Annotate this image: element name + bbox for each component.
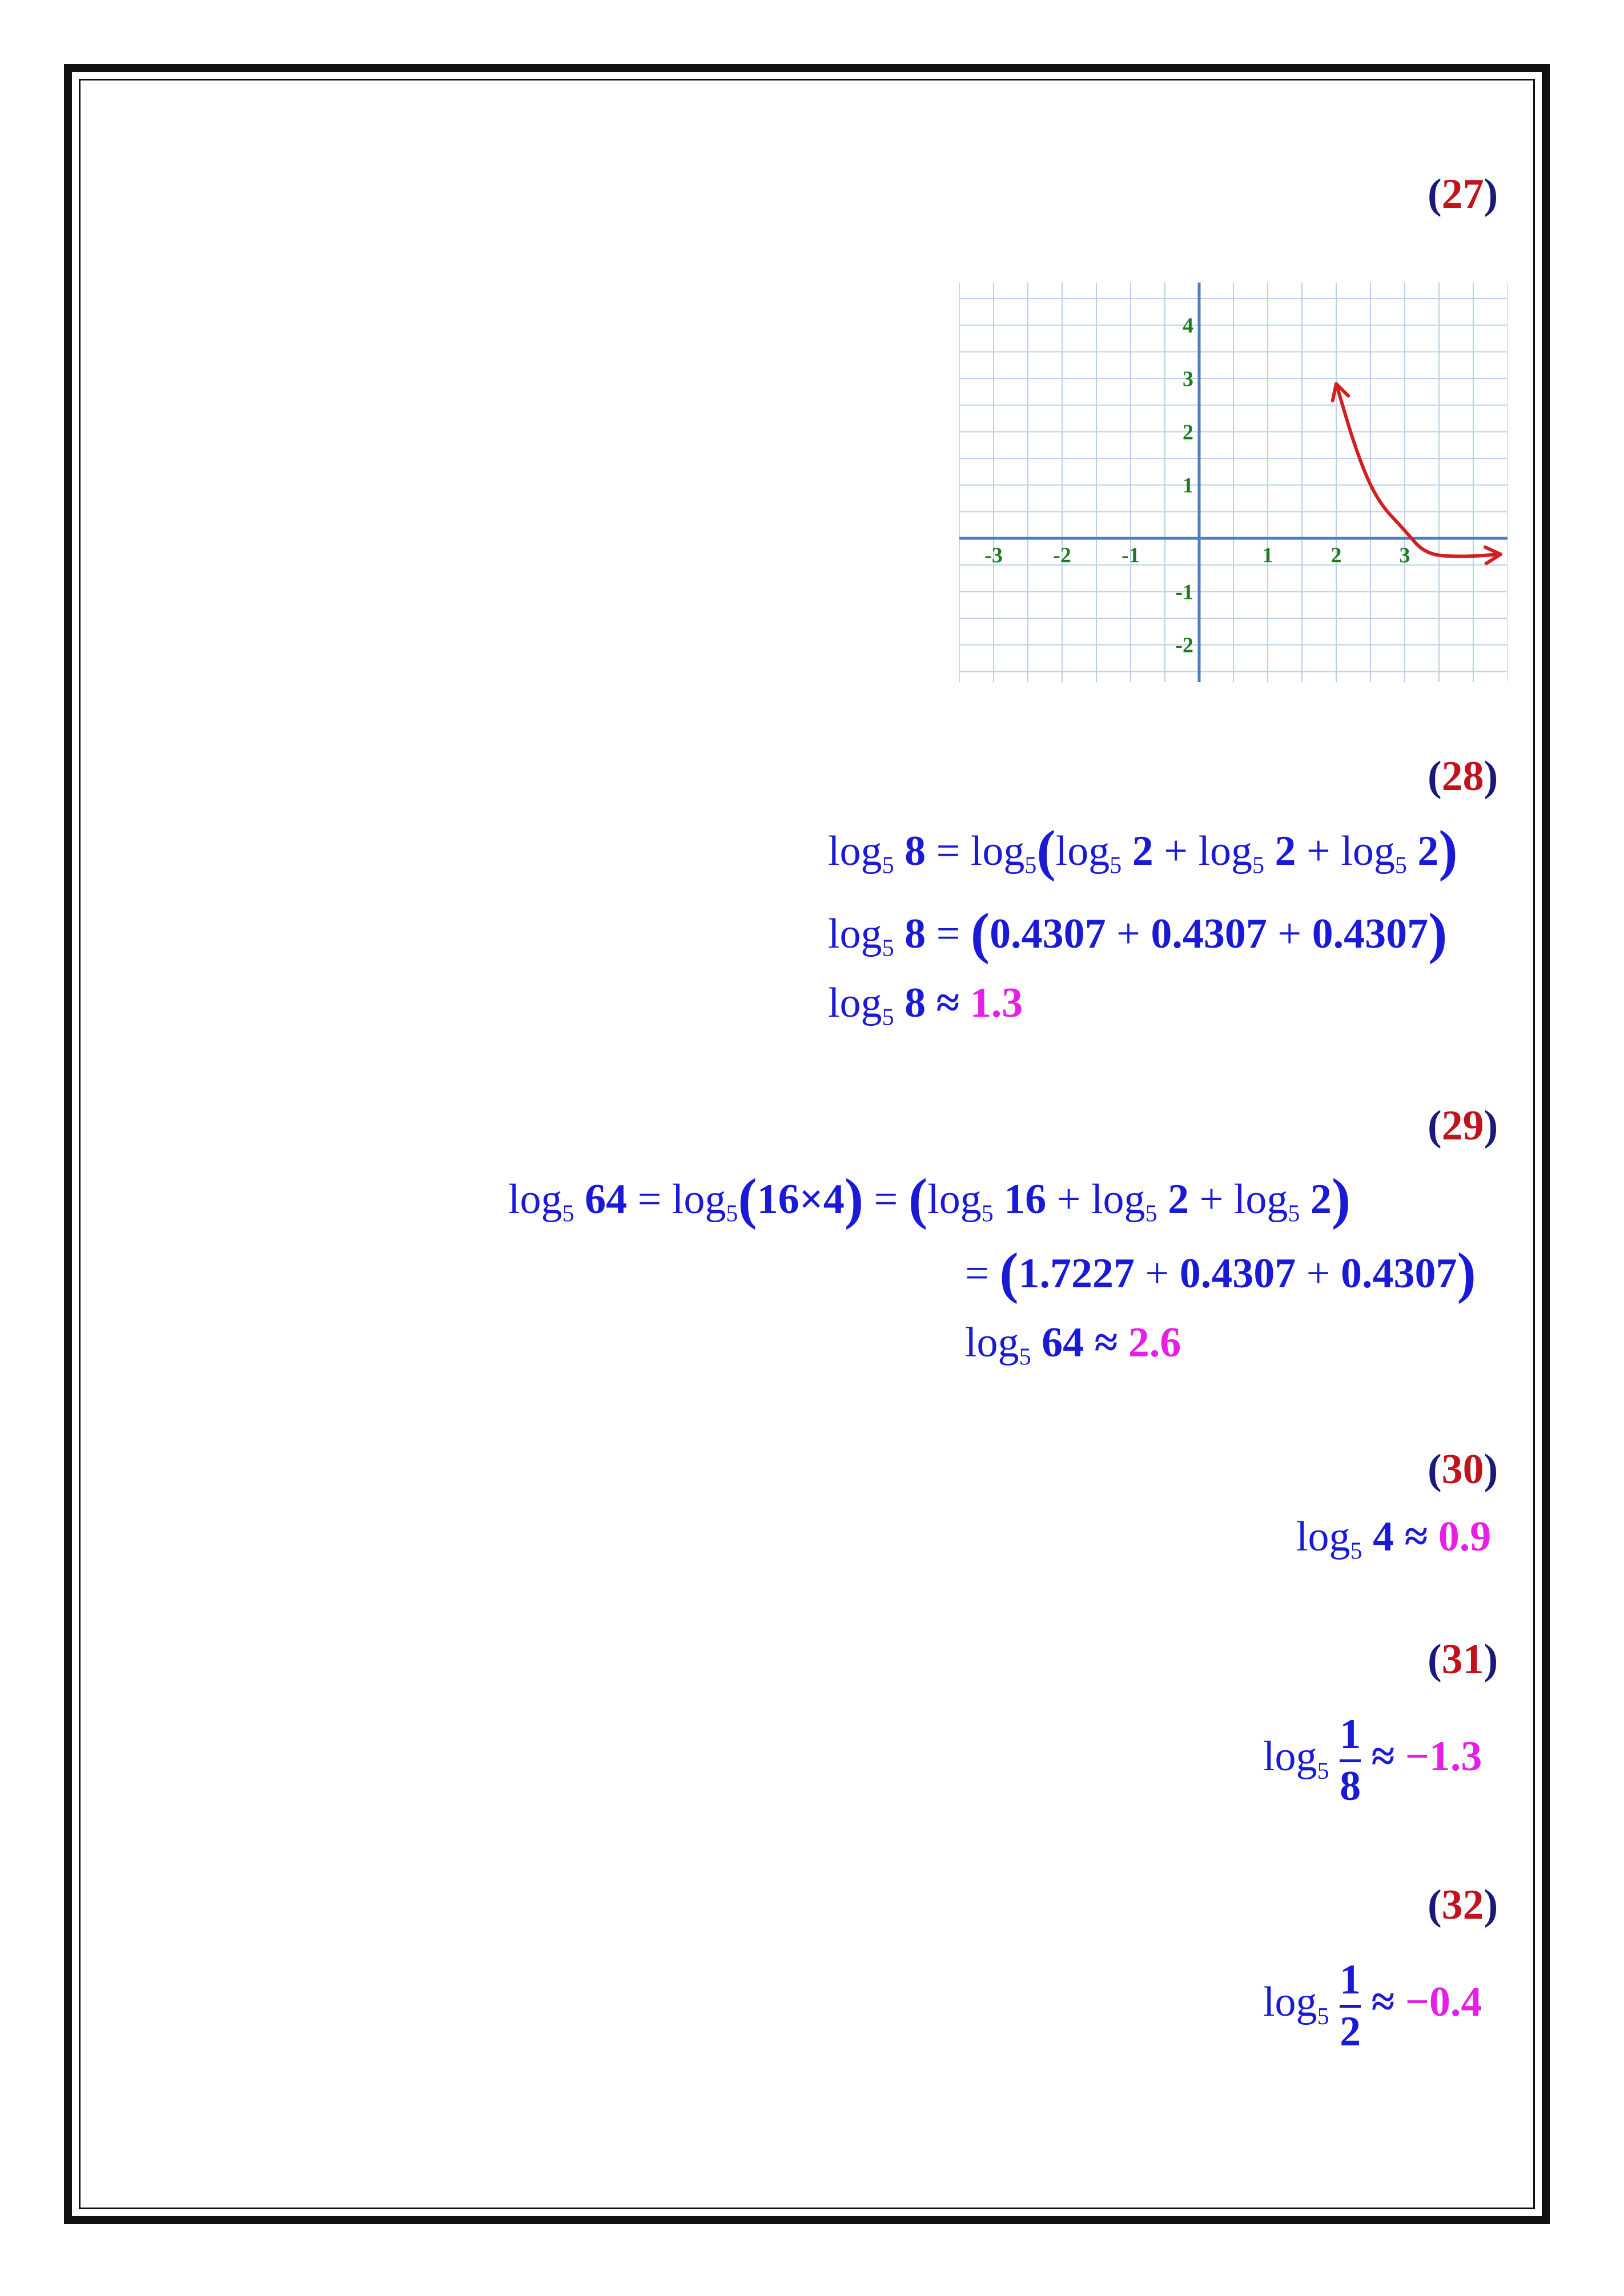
y-tick-label: 3	[1183, 367, 1193, 391]
curve	[1336, 384, 1501, 556]
x-tick-label: 1	[1262, 543, 1273, 567]
x-tick-label: 3	[1399, 543, 1410, 567]
eq30: $\log_5 4 \approx 0.9$	[1296, 1513, 1492, 1565]
y-tick-label: 2	[1183, 420, 1193, 445]
eq29-line1: $\log_5 64 = \log_5(16\times 4) = (\log_5$ $16 + \log_5 2 + \log_5 2$)	[508, 1167, 1351, 1230]
eq28-line1: $\log_5 8 = \log_5(\log_5$ $2 + \log_5 2 + \log_5 2$)	[828, 819, 1458, 882]
x-tick-label: 2	[1330, 543, 1342, 567]
y-tick-label: -1	[1175, 580, 1193, 605]
y-tick-label: 4	[1183, 313, 1193, 338]
eq28-line3: $\log_5 8 \approx 1.3$	[828, 980, 1023, 1031]
problem-number-32: (32)	[1428, 1882, 1498, 1928]
problem-number-30: (30)	[1428, 1446, 1498, 1493]
eq29-line3: $\log_5 64 \approx 2.6$	[965, 1319, 1181, 1371]
y-tick-label: -2	[1175, 633, 1193, 658]
x-tick-label: -2	[1053, 543, 1071, 567]
problem-number-27: (27)	[1428, 171, 1498, 217]
problem-number-31: (31)	[1428, 1636, 1498, 1683]
x-tick-label: -3	[984, 543, 1003, 567]
problem-number-29: (29)	[1428, 1102, 1498, 1149]
eq31: $\log_5$ 1 8 ≈ −1.3	[1263, 1711, 1482, 1810]
exponential-graph	[959, 283, 1508, 682]
eq29-line2: = (1.7227 + 0.4307 + 0.4307)	[965, 1241, 1476, 1304]
problem-number-28: (28)	[1428, 753, 1498, 800]
eq28-line2: $\log_5 8 = (0.4307 + 0.4307 + 0.4307)$	[828, 901, 1448, 965]
y-tick-label: 1	[1183, 473, 1193, 498]
x-tick-label: -1	[1121, 543, 1140, 567]
eq32: $\log_5$ 1 2 ≈ −0.4	[1263, 1956, 1482, 2055]
